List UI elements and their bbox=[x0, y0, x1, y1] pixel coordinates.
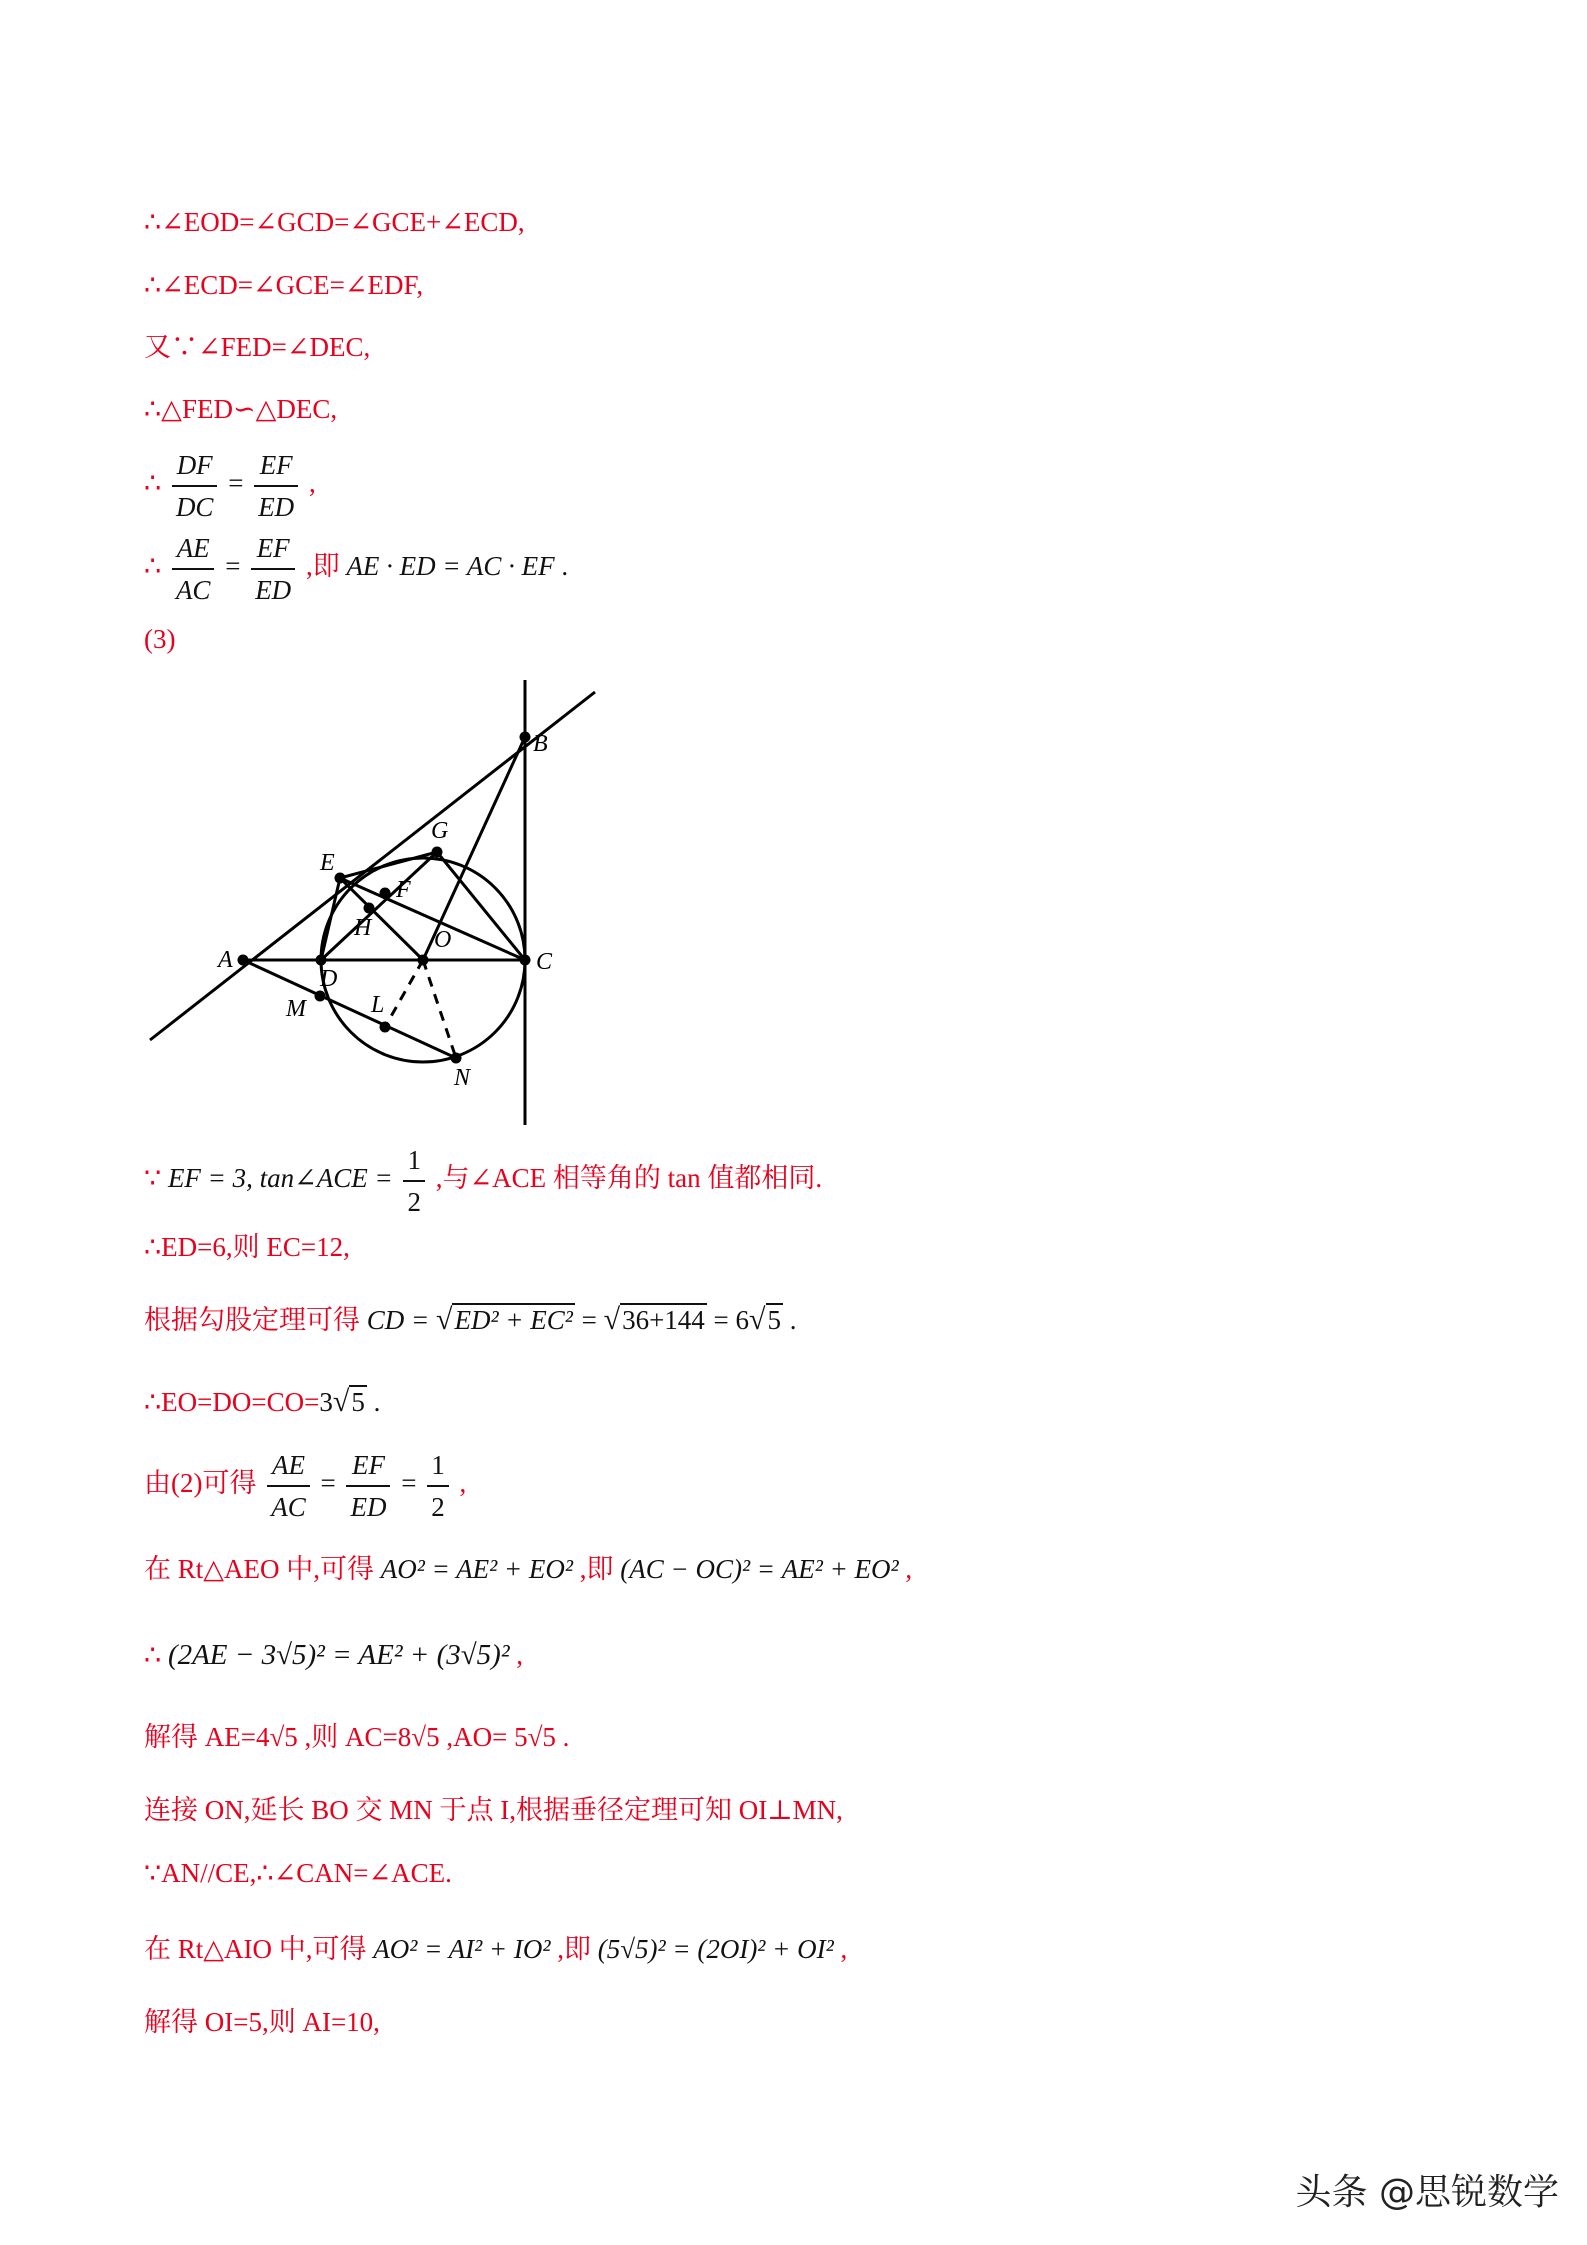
label-a: A bbox=[218, 947, 233, 973]
proof-line-8: ∴ED=6,则 EC=12, bbox=[144, 1232, 350, 1262]
comma: , bbox=[905, 1554, 913, 1584]
equals-sign: = bbox=[320, 1468, 336, 1499]
fraction-one-half bbox=[403, 1140, 425, 1222]
proof-line-10 bbox=[144, 1385, 380, 1419]
proof-line-17 bbox=[144, 1932, 847, 1966]
label-n: N bbox=[454, 1065, 471, 1091]
sqrt-symbol: √ bbox=[749, 1303, 766, 1336]
point-o bbox=[418, 955, 429, 966]
point-h bbox=[364, 903, 375, 914]
denominator: ED bbox=[350, 1492, 387, 1522]
part-3-label: (3) bbox=[144, 624, 176, 654]
label-g: G bbox=[431, 818, 449, 844]
substituted-equation: (AC − OC)² = AE² + EO² bbox=[620, 1554, 899, 1584]
period: . bbox=[789, 1305, 797, 1335]
proof-line-6 bbox=[144, 528, 568, 610]
period: . bbox=[373, 1387, 381, 1417]
label-h: H bbox=[354, 915, 372, 941]
equation-in-oi: (5√5)² = (2OI)² + OI² bbox=[597, 1934, 834, 1964]
proof-line-12 bbox=[144, 1552, 912, 1586]
therefore-symbol: ∴ bbox=[144, 468, 162, 499]
denominator: ED bbox=[258, 492, 295, 522]
radicand-five: 5 bbox=[351, 1387, 365, 1417]
numerator: 1 bbox=[427, 1445, 449, 1487]
numerator: AE bbox=[172, 528, 215, 570]
denominator: AC bbox=[271, 1492, 306, 1522]
denominator: AC bbox=[175, 575, 211, 605]
numerator: 1 bbox=[403, 1140, 425, 1182]
sqrt-symbol: √ bbox=[435, 1303, 453, 1336]
equals-sign: = bbox=[581, 1305, 597, 1335]
point-a bbox=[238, 955, 249, 966]
dashed-segment-on bbox=[423, 960, 456, 1058]
condition-note: ,与∠ACE 相等角的 tan 值都相同. bbox=[435, 1163, 823, 1194]
denominator: DC bbox=[175, 492, 214, 522]
comma: , bbox=[308, 468, 316, 499]
numerator: DF bbox=[172, 445, 218, 487]
tangent-line-ab bbox=[150, 692, 595, 1040]
radicand-ed-ec: ED² + EC² bbox=[454, 1305, 573, 1335]
equals-sign: = bbox=[401, 1468, 417, 1499]
point-e bbox=[335, 873, 346, 884]
connective-text: ,即 bbox=[557, 1934, 591, 1964]
proof-line-7 bbox=[144, 1140, 822, 1222]
because-symbol: ∵ bbox=[144, 1163, 162, 1194]
segment-an bbox=[243, 960, 456, 1058]
radicand-sum: 36+144 bbox=[622, 1305, 705, 1335]
triangle-aeo-intro: 在 Rt△AEO 中,可得 bbox=[144, 1554, 375, 1584]
label-f: F bbox=[396, 877, 411, 903]
fraction-one-half bbox=[427, 1445, 449, 1527]
point-d bbox=[316, 955, 327, 966]
radicand-five: 5 bbox=[767, 1305, 781, 1335]
denominator: 2 bbox=[407, 1187, 421, 1217]
fraction-ef-ed bbox=[251, 528, 295, 610]
proof-line-18: 解得 OI=5,则 AI=10, bbox=[144, 2007, 380, 2037]
cd-label: CD = bbox=[366, 1305, 430, 1335]
proof-line-2: ∴∠ECD=∠GCE=∠EDF, bbox=[144, 270, 424, 300]
proof-line-15: 连接 ON,延长 BO 交 MN 于点 I,根据垂径定理可知 OI⊥MN, bbox=[144, 1795, 843, 1825]
proof-line-13 bbox=[144, 1638, 523, 1672]
product-equation: AE · ED = AC · EF bbox=[346, 551, 555, 582]
label-d: D bbox=[320, 966, 338, 992]
label-m: M bbox=[286, 996, 306, 1022]
proof-line-5 bbox=[144, 445, 316, 527]
point-l bbox=[380, 1022, 391, 1033]
numerator: EF bbox=[346, 1445, 390, 1487]
comma: , bbox=[516, 1640, 524, 1670]
label-b: B bbox=[533, 731, 548, 757]
fraction-df-dc bbox=[172, 445, 218, 527]
label-o: O bbox=[434, 927, 452, 953]
numerator: EF bbox=[254, 445, 298, 487]
equation-in-ae: (2AE − 3√5)² = AE² + (3√5)² bbox=[167, 1639, 510, 1671]
point-b bbox=[520, 732, 531, 743]
therefore-symbol: ∴ bbox=[144, 551, 162, 582]
equals-six: = 6 bbox=[713, 1305, 750, 1335]
denominator: 2 bbox=[431, 1492, 445, 1522]
fraction-ef-ed bbox=[254, 445, 298, 527]
label-c: C bbox=[536, 949, 553, 975]
connective-text: ,即 bbox=[579, 1554, 614, 1584]
point-c bbox=[520, 955, 531, 966]
proof-line-16: ∵AN//CE,∴∠CAN=∠ACE. bbox=[144, 1858, 452, 1888]
equals-sign: = bbox=[228, 468, 244, 499]
comma: , bbox=[840, 1934, 848, 1964]
point-g bbox=[432, 847, 443, 858]
numerator: EF bbox=[251, 528, 295, 570]
sqrt-symbol: √ bbox=[332, 1385, 350, 1418]
sqrt-symbol: √ bbox=[603, 1303, 621, 1336]
pythagoras-aio: AO² = AI² + IO² bbox=[373, 1934, 551, 1964]
geometry-figure bbox=[140, 675, 620, 1135]
proof-line-3: 又∵∠FED=∠DEC, bbox=[144, 332, 371, 362]
pythagoras-aeo: AO² = AE² + EO² bbox=[380, 1554, 573, 1584]
denominator: ED bbox=[255, 575, 292, 605]
numerator: AE bbox=[267, 1445, 310, 1487]
therefore-symbol: ∴ bbox=[144, 1640, 162, 1670]
proof-line-1: ∴∠EOD=∠GCD=∠GCE+∠ECD, bbox=[144, 207, 525, 237]
label-e: E bbox=[320, 850, 335, 876]
proof-line-11 bbox=[144, 1445, 466, 1527]
label-l: L bbox=[371, 992, 385, 1018]
watermark: 头条 @思锐数学 bbox=[1295, 2172, 1559, 2213]
connective-text: ,即 bbox=[305, 551, 340, 582]
tangent-condition: EF = 3, tan∠ACE = bbox=[167, 1163, 393, 1194]
comma: , bbox=[459, 1468, 467, 1499]
fraction-ae-ac bbox=[172, 528, 215, 610]
segment-ed bbox=[321, 878, 340, 960]
coefficient: 3 bbox=[319, 1387, 333, 1417]
fraction-ef-ed bbox=[346, 1445, 390, 1527]
period: . bbox=[561, 551, 569, 582]
point-m bbox=[315, 991, 326, 1002]
proof-line-14: 解得 AE=4√5 ,则 AC=8√5 ,AO= 5√5 . bbox=[144, 1722, 570, 1752]
proof-line-4: ∴△FED∽△DEC, bbox=[144, 394, 338, 424]
pythagoras-intro: 根据勾股定理可得 bbox=[144, 1305, 360, 1335]
triangle-aio-intro: 在 Rt△AIO 中,可得 bbox=[144, 1934, 367, 1964]
equals-sign: = bbox=[225, 551, 241, 582]
point-f bbox=[380, 888, 391, 899]
fraction-ae-ac bbox=[267, 1445, 310, 1527]
proof-line-9 bbox=[144, 1303, 797, 1337]
point-n bbox=[451, 1053, 462, 1064]
equal-radii: ∴EO=DO=CO= bbox=[144, 1387, 320, 1417]
from-part-2: 由(2)可得 bbox=[144, 1468, 257, 1499]
dashed-segment-ol bbox=[385, 960, 423, 1027]
